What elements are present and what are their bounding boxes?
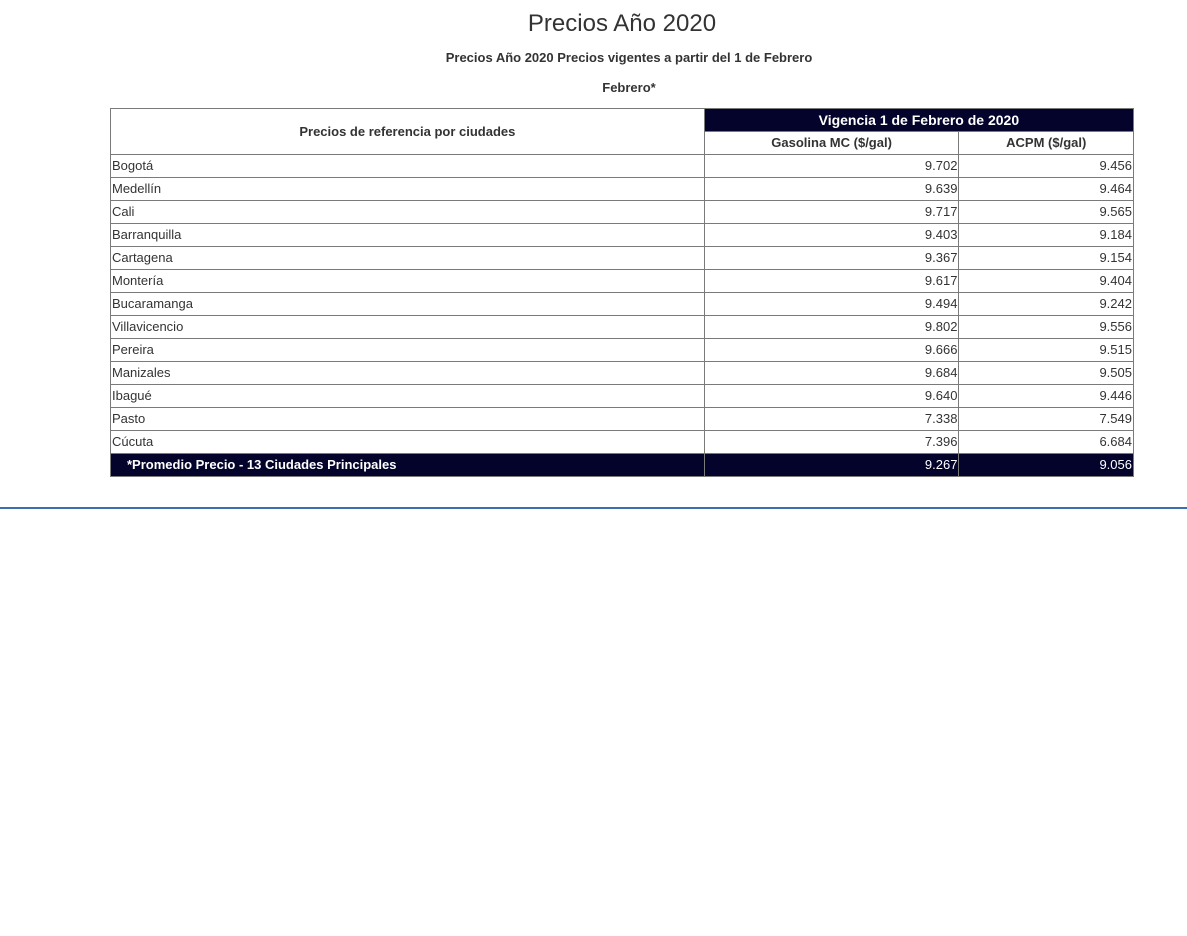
table-row xyxy=(111,270,1134,293)
city-name: Bogotá xyxy=(111,155,705,178)
acpm-price: 9.464 xyxy=(959,178,1134,201)
acpm-price: 9.556 xyxy=(959,316,1134,339)
average-gasolina-price: 9.267 xyxy=(704,454,959,477)
city-name: Medellín xyxy=(111,178,705,201)
city-name: Cartagena xyxy=(111,247,705,270)
table-row xyxy=(111,247,1134,270)
acpm-price: 6.684 xyxy=(959,431,1134,454)
average-acpm-price: 9.056 xyxy=(959,454,1134,477)
table-row xyxy=(111,408,1134,431)
month-label: Febrero* xyxy=(602,80,656,95)
gasolina-price: 7.338 xyxy=(704,408,959,431)
acpm-price: 9.242 xyxy=(959,293,1134,316)
acpm-price: 9.515 xyxy=(959,339,1134,362)
acpm-price: 9.446 xyxy=(959,385,1134,408)
city-name: Cúcuta xyxy=(111,431,705,454)
table-row xyxy=(111,431,1134,454)
gasolina-price: 9.617 xyxy=(704,270,959,293)
city-name: Ibagué xyxy=(111,385,705,408)
acpm-price: 9.565 xyxy=(959,201,1134,224)
gasolina-price: 9.702 xyxy=(704,155,959,178)
gasolina-price: 7.396 xyxy=(704,431,959,454)
vigencia-header: Vigencia 1 de Febrero de 2020 xyxy=(704,109,1133,132)
acpm-price: 9.154 xyxy=(959,247,1134,270)
gasolina-column-header: Gasolina MC ($/gal) xyxy=(704,132,959,155)
gasolina-price: 9.640 xyxy=(704,385,959,408)
acpm-price: 9.456 xyxy=(959,155,1134,178)
reference-prices-header: Precios de referencia por ciudades xyxy=(111,109,705,155)
city-name: Pereira xyxy=(111,339,705,362)
table-row xyxy=(111,224,1134,247)
table-row xyxy=(111,316,1134,339)
acpm-price: 7.549 xyxy=(959,408,1134,431)
acpm-price: 9.505 xyxy=(959,362,1134,385)
city-name: Manizales xyxy=(111,362,705,385)
table-row xyxy=(111,293,1134,316)
table-row xyxy=(111,155,1134,178)
gasolina-price: 9.367 xyxy=(704,247,959,270)
table-row xyxy=(111,362,1134,385)
acpm-column-header: ACPM ($/gal) xyxy=(959,132,1134,155)
acpm-price: 9.404 xyxy=(959,270,1134,293)
gasolina-price: 9.666 xyxy=(704,339,959,362)
gasolina-price: 9.802 xyxy=(704,316,959,339)
city-name: Barranquilla xyxy=(111,224,705,247)
gasolina-price: 9.717 xyxy=(704,201,959,224)
city-name: Montería xyxy=(111,270,705,293)
gasolina-price: 9.639 xyxy=(704,178,959,201)
section-divider xyxy=(0,507,1187,509)
page-title: Precios Año 2020 xyxy=(527,10,717,37)
city-name: Bucaramanga xyxy=(111,293,705,316)
prices-table xyxy=(110,108,1134,477)
average-row xyxy=(111,454,1134,477)
table-row xyxy=(111,339,1134,362)
city-name: Villavicencio xyxy=(111,316,705,339)
gasolina-price: 9.494 xyxy=(704,293,959,316)
average-label: *Promedio Precio - 13 Ciudades Principales xyxy=(111,454,705,477)
acpm-price: 9.184 xyxy=(959,224,1134,247)
city-name: Cali xyxy=(111,201,705,224)
table-row xyxy=(111,178,1134,201)
page-subtitle: Precios Año 2020 Precios vigentes a partir del 1 de Febrero xyxy=(445,50,813,65)
table-row xyxy=(111,385,1134,408)
table-row xyxy=(111,201,1134,224)
gasolina-price: 9.403 xyxy=(704,224,959,247)
city-name: Pasto xyxy=(111,408,705,431)
gasolina-price: 9.684 xyxy=(704,362,959,385)
